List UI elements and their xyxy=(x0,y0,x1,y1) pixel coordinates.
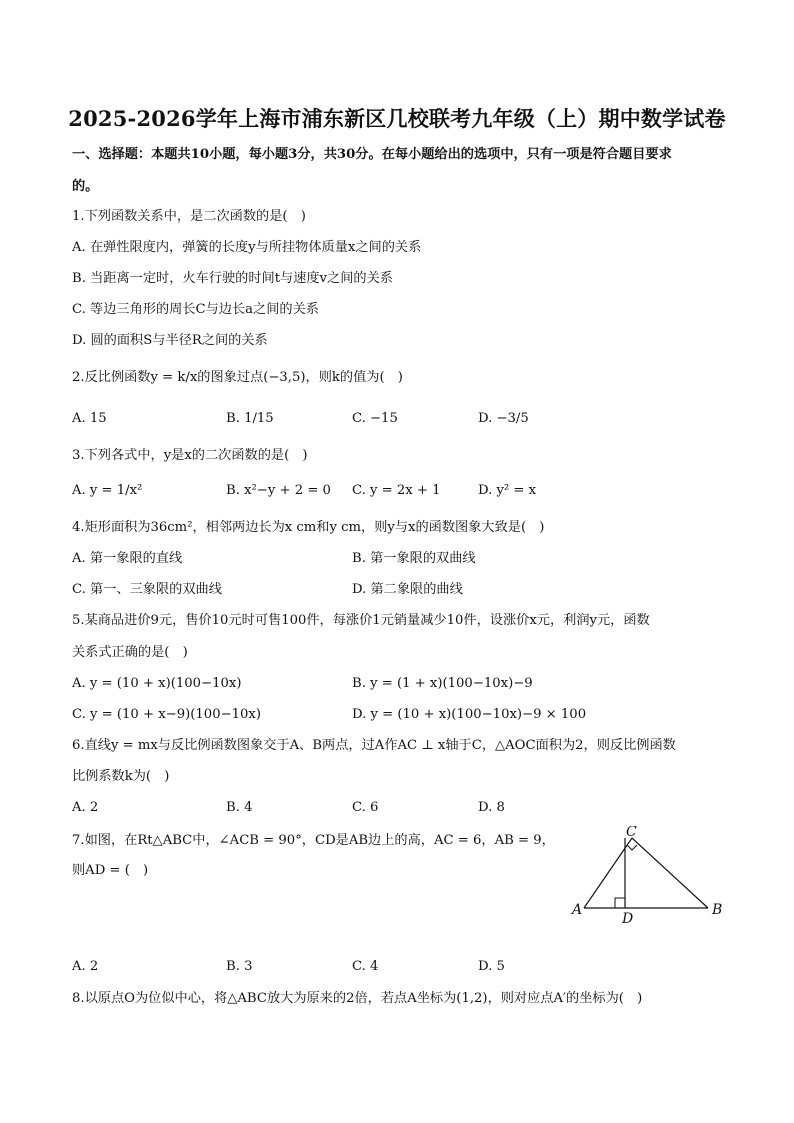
q5-stem-cont: 关系式正确的是( ) xyxy=(72,645,188,660)
section-heading: 一、选择题：本题共10小题，每小题3分，共30分。在每小题给出的选项中，只有一项是符合题目要求 xyxy=(72,147,672,162)
side-cb xyxy=(632,838,708,908)
label-a: A xyxy=(572,902,583,918)
right-angle-mark-d xyxy=(615,898,625,908)
q5-stem: 5.某商品进价9元，售价10元时可售100件，每涨价1元销量减少10件，设涨价x元，利润y元，函数 xyxy=(72,613,650,628)
q1-option-c: C. 等边三角形的周长C与边长a之间的关系 xyxy=(72,302,319,317)
q7-option-b: B. 3 xyxy=(226,959,253,974)
q5-option-a: A. y = (10 + x)(100−10x) xyxy=(72,676,242,691)
q6-stem: 6.直线y = mx与反比例函数图象交于A、B两点，过A作AC ⊥ x轴于C，△AOC面积为2，则反比例函数 xyxy=(72,738,676,753)
q6-stem-cont: 比例系数k为( ) xyxy=(72,769,170,784)
q8-stem: 8.以原点O为位似中心，将△ABC放大为原来的2倍，若点A坐标为(1,2)，则对应点A′的坐标为( ) xyxy=(72,991,643,1006)
q3-option-a: A. y = 1/x² xyxy=(72,483,143,498)
q4-option-c: C. 第一、三象限的双曲线 xyxy=(72,582,222,597)
q1-option-d: D. 圆的面积S与半径R之间的关系 xyxy=(72,333,268,348)
q2-option-a: A. 15 xyxy=(72,411,107,426)
label-b: B xyxy=(712,902,723,918)
section-heading-cont: 的。 xyxy=(72,179,99,194)
q1-option-b: B. 当距离一定时，火车行驶的时间t与速度v之间的关系 xyxy=(72,271,393,286)
q7-option-d: D. 5 xyxy=(478,959,505,974)
q6-option-c: C. 6 xyxy=(352,800,379,815)
q5-option-c: C. y = (10 + x−9)(100−10x) xyxy=(72,707,261,722)
q6-option-b: B. 4 xyxy=(226,800,253,815)
label-c: C xyxy=(626,826,637,840)
q3-option-b: B. x²−y + 2 = 0 xyxy=(226,483,331,498)
q7-option-c: C. 4 xyxy=(352,959,379,974)
q4-option-b: B. 第一象限的双曲线 xyxy=(352,551,476,566)
q7-stem: 7.如图，在Rt△ABC中，∠ACB = 90°，CD是AB边上的高，AC = 6，AB = 9， xyxy=(72,833,555,848)
q5-option-b: B. y = (1 + x)(100−10x)−9 xyxy=(352,676,533,691)
q3-stem: 3.下列各式中，y是x的二次函数的是( ) xyxy=(72,448,308,463)
q4-stem: 4.矩形面积为36cm²，相邻两边长为x cm和y cm，则y与x的函数图象大致是( ) xyxy=(72,520,545,535)
triangle-figure xyxy=(566,826,732,926)
q4-option-a: A. 第一象限的直线 xyxy=(72,551,183,566)
q2-option-b: B. 1/15 xyxy=(226,411,274,426)
q2-option-d: D. −3/5 xyxy=(478,411,529,426)
right-angle-mark-c xyxy=(627,845,637,850)
q2-option-c: C. −15 xyxy=(352,411,398,426)
page-title: 2025-2026学年上海市浦东新区几校联考九年级（上）期中数学试卷 xyxy=(68,106,726,131)
q6-option-d: D. 8 xyxy=(478,800,505,815)
q6-option-a: A. 2 xyxy=(72,800,99,815)
q5-option-d: D. y = (10 + x)(100−10x)−9 × 100 xyxy=(352,707,587,722)
q3-option-d: D. y² = x xyxy=(478,483,537,498)
q1-option-a: A. 在弹性限度内，弹簧的长度y与所挂物体质量x之间的关系 xyxy=(72,240,422,255)
q7-option-a: A. 2 xyxy=(72,959,99,974)
q3-option-c: C. y = 2x + 1 xyxy=(352,483,441,498)
q2-stem: 2.反比例函数y = k/x的图象过点(−3,5)，则k的值为( ) xyxy=(72,370,403,385)
label-d: D xyxy=(622,911,634,926)
q1-stem: 1.下列函数关系中，是二次函数的是( ) xyxy=(72,209,306,224)
q7-stem-cont: 则AD = ( ) xyxy=(72,863,149,878)
q4-option-d: D. 第二象限的曲线 xyxy=(352,582,463,597)
